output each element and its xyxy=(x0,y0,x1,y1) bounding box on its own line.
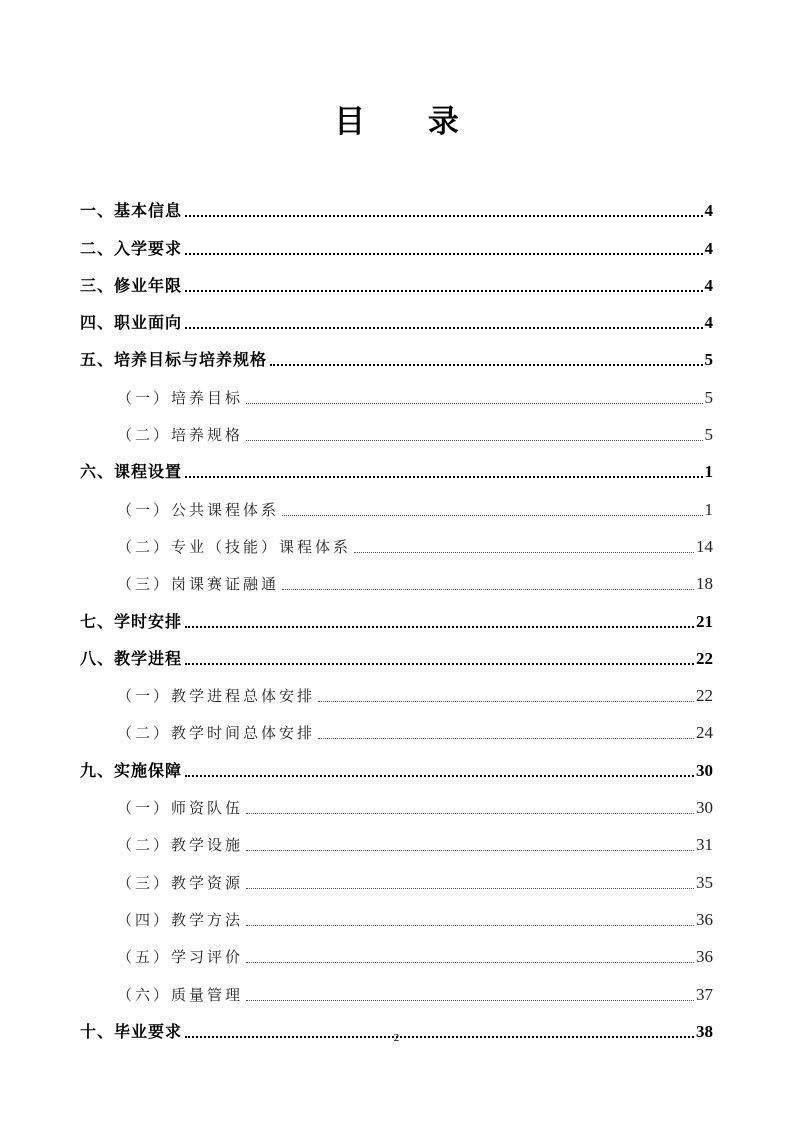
toc-entry[interactable] xyxy=(80,967,713,1004)
dot-leader xyxy=(246,440,702,441)
dot-leader xyxy=(246,850,694,851)
toc-entry-label[interactable]: 七、学时安排 xyxy=(80,611,183,631)
toc-entry-label[interactable]: （一）公共课程体系 xyxy=(117,500,280,519)
dot-leader xyxy=(282,589,694,590)
toc-entry-page[interactable]: 24 xyxy=(696,723,713,743)
dot-leader xyxy=(185,663,694,665)
toc-entry-label[interactable]: 五、培养目标与培养规格 xyxy=(80,350,268,370)
toc-entry-page[interactable]: 5 xyxy=(704,350,713,370)
dot-leader xyxy=(354,552,694,553)
toc-entry-page[interactable]: 4 xyxy=(704,275,713,295)
toc-entry[interactable] xyxy=(80,259,713,296)
toc-entry[interactable] xyxy=(80,370,713,407)
toc-entry-label[interactable]: （四）教学方法 xyxy=(117,910,244,929)
toc-entry-label[interactable]: 九、实施保障 xyxy=(80,760,183,780)
toc-entry-label[interactable]: 三、修业年限 xyxy=(80,275,183,295)
toc-entry-label[interactable]: 四、职业面向 xyxy=(80,313,183,333)
toc-entry[interactable] xyxy=(80,184,713,221)
toc-entry-page[interactable]: 4 xyxy=(704,238,713,258)
dot-leader xyxy=(246,403,702,404)
dot-leader xyxy=(185,290,702,292)
toc-entry[interactable] xyxy=(80,594,713,631)
toc-entry-label[interactable]: （二）专业（技能）课程体系 xyxy=(117,537,352,556)
toc-entry[interactable] xyxy=(80,743,713,780)
toc-entry[interactable] xyxy=(80,930,713,967)
toc-entry[interactable] xyxy=(80,818,713,855)
toc-entry[interactable] xyxy=(80,445,713,482)
dot-leader xyxy=(282,515,702,516)
dot-leader xyxy=(246,962,694,963)
toc-entry[interactable] xyxy=(80,669,713,706)
dot-leader xyxy=(270,364,702,366)
toc-entry-page[interactable]: 22 xyxy=(696,686,713,706)
toc-entry-page[interactable]: 18 xyxy=(696,574,713,594)
dot-leader xyxy=(185,476,702,478)
toc-entry-label[interactable]: 十、毕业要求 xyxy=(80,1021,183,1041)
toc-entry-page[interactable]: 36 xyxy=(696,947,713,967)
dot-leader xyxy=(185,253,702,255)
table-of-contents xyxy=(80,184,713,1042)
dot-leader xyxy=(185,215,702,217)
toc-entry-label[interactable]: （二）教学设施 xyxy=(117,836,244,855)
dot-leader xyxy=(185,327,702,329)
toc-entry-page[interactable]: 31 xyxy=(696,835,713,855)
toc-entry-page[interactable]: 21 xyxy=(696,611,713,631)
toc-entry-label[interactable]: （一）培养目标 xyxy=(117,388,244,407)
dot-leader xyxy=(185,626,694,628)
page-number: 2 xyxy=(393,1032,400,1044)
toc-entry-page[interactable]: 37 xyxy=(696,984,713,1004)
toc-entry[interactable] xyxy=(80,706,713,743)
toc-entry-page[interactable]: 22 xyxy=(696,648,713,668)
dot-leader xyxy=(318,738,694,739)
toc-entry-page[interactable]: 5 xyxy=(704,387,713,407)
toc-entry-label[interactable]: （二）培养规格 xyxy=(117,426,244,445)
dot-leader xyxy=(185,775,694,777)
toc-entry-page[interactable]: 36 xyxy=(696,909,713,929)
toc-entry-label[interactable]: （三）教学资源 xyxy=(117,873,244,892)
toc-entry-label[interactable]: （五）学习评价 xyxy=(117,948,244,967)
toc-entry[interactable] xyxy=(80,855,713,892)
toc-entry-page[interactable]: 1 xyxy=(704,462,713,482)
toc-entry[interactable] xyxy=(80,632,713,669)
toc-entry-page[interactable]: 30 xyxy=(696,760,713,780)
toc-entry[interactable] xyxy=(80,221,713,258)
dot-leader xyxy=(246,813,694,814)
dot-leader xyxy=(246,888,694,889)
toc-entry-label[interactable]: （二）教学时间总体安排 xyxy=(117,724,316,743)
toc-entry-page[interactable]: 4 xyxy=(704,313,713,333)
toc-entry-page[interactable]: 14 xyxy=(696,536,713,556)
dot-leader xyxy=(318,701,694,702)
toc-entry-label[interactable]: 六、课程设置 xyxy=(80,462,183,482)
toc-entry[interactable] xyxy=(80,482,713,519)
toc-entry-page[interactable]: 38 xyxy=(696,1021,713,1041)
toc-entry-label[interactable]: （六）质量管理 xyxy=(117,985,244,1004)
toc-entry[interactable] xyxy=(80,557,713,594)
dot-leader xyxy=(246,925,694,926)
toc-entry-page[interactable]: 1 xyxy=(704,499,713,519)
toc-entry-page[interactable]: 35 xyxy=(696,872,713,892)
toc-entry-label[interactable]: 一、基本信息 xyxy=(80,201,183,221)
toc-entry[interactable] xyxy=(80,333,713,370)
toc-entry-label[interactable]: （三）岗课赛证融通 xyxy=(117,575,280,594)
toc-entry-page[interactable]: 5 xyxy=(704,425,713,445)
toc-entry[interactable] xyxy=(80,893,713,930)
toc-entry-label[interactable]: （一）教学进程总体安排 xyxy=(117,687,316,706)
page-title: 目 录 xyxy=(334,104,485,140)
toc-entry[interactable] xyxy=(80,296,713,333)
dot-leader xyxy=(246,1000,694,1001)
toc-entry-label[interactable]: （一）师资队伍 xyxy=(117,799,244,818)
toc-entry[interactable] xyxy=(80,408,713,445)
toc-entry-label[interactable]: 二、入学要求 xyxy=(80,238,183,258)
toc-entry-label[interactable]: 八、教学进程 xyxy=(80,648,183,668)
toc-entry[interactable] xyxy=(80,781,713,818)
toc-entry[interactable] xyxy=(80,520,713,557)
toc-entry-page[interactable]: 30 xyxy=(696,798,713,818)
toc-entry-page[interactable]: 4 xyxy=(704,201,713,221)
